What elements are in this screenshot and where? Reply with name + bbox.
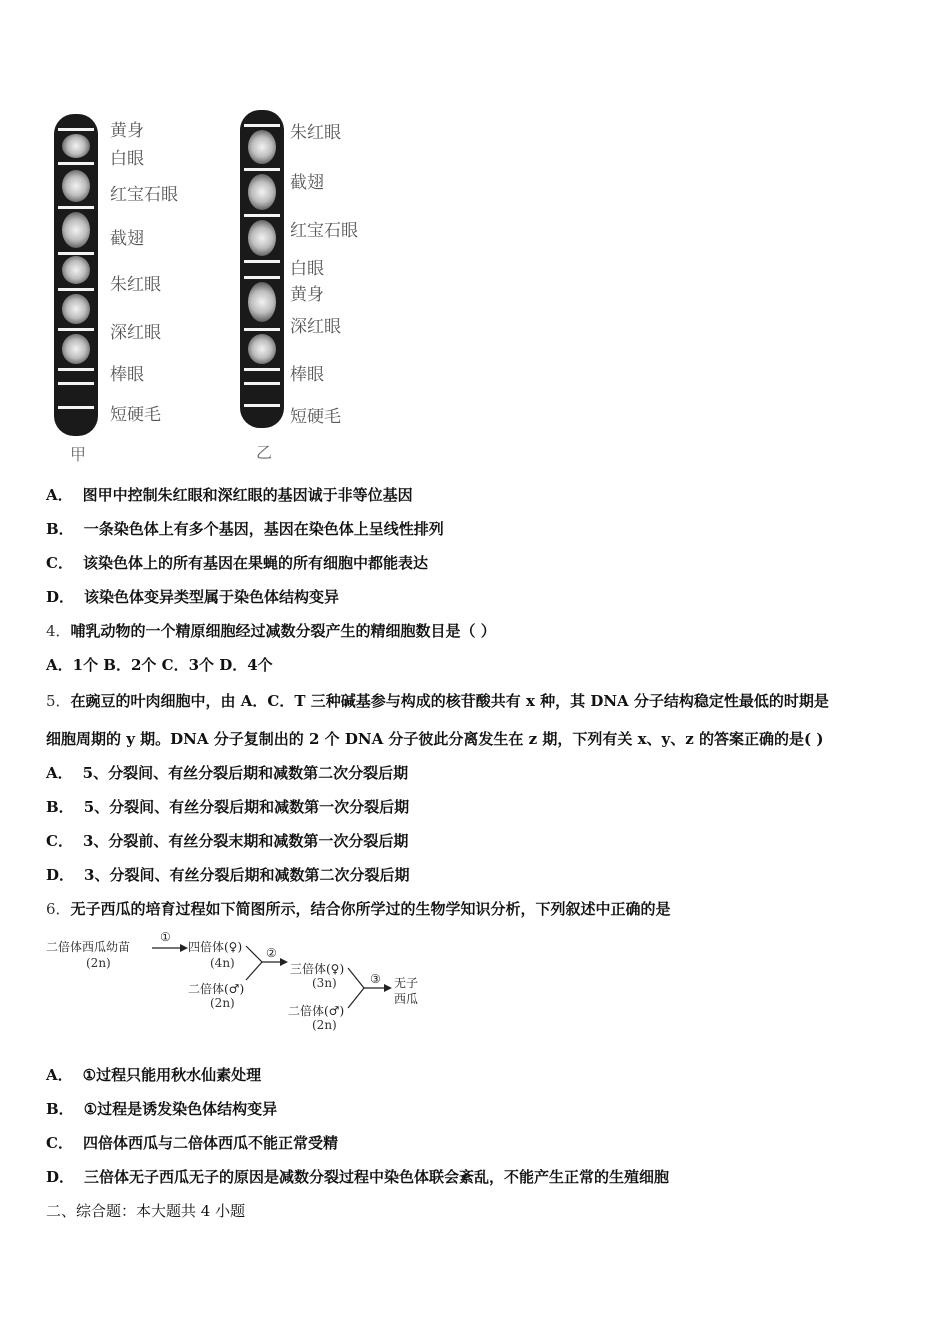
option-text: 该染色体上的所有基因在果蝇的所有细胞中都能表达 bbox=[82, 554, 428, 572]
option-text: 四倍体西瓜与二倍体西瓜不能正常受精 bbox=[82, 1134, 338, 1152]
question-stem: 哺乳动物的一个精原细胞经过减数分裂产生的精细胞数目是（ ） bbox=[70, 622, 496, 640]
option-text: 5、分裂间、有丝分裂后期和减数第一次分裂后期 bbox=[83, 798, 410, 816]
gene-label-jia-6: 深红眼 bbox=[110, 323, 161, 343]
q3-option-d[interactable] bbox=[46, 586, 339, 607]
chromosome-yi bbox=[240, 110, 284, 428]
option-text: 该染色体变异类型属于染色体结构变异 bbox=[84, 588, 340, 606]
q6-option-b[interactable] bbox=[46, 1098, 277, 1119]
chromosome-jia bbox=[54, 114, 98, 436]
gene-label-yi-4: 白眼 bbox=[290, 259, 324, 279]
gene-label-jia-8: 短硬毛 bbox=[110, 405, 161, 425]
q4-stem bbox=[46, 620, 496, 641]
question-number: 5． bbox=[46, 692, 71, 710]
q4-options[interactable]: A．1个 B．2个 C．3个 D．4个 bbox=[46, 656, 273, 674]
step3-marker: ③ bbox=[370, 972, 381, 986]
option-label: C． bbox=[46, 1134, 73, 1152]
q5-stem-line1 bbox=[46, 690, 829, 711]
option-label: B． bbox=[46, 520, 74, 538]
q3-option-b[interactable] bbox=[46, 518, 444, 539]
caption-yi: 乙 bbox=[256, 443, 273, 462]
option-text: 一条染色体上有多个基因，基因在染色体上呈线性排列 bbox=[83, 520, 444, 538]
tetraploid-label: 四倍体(♀) bbox=[188, 940, 243, 954]
section-heading: 二、综合题：本大题共 4 小题 bbox=[46, 1202, 246, 1220]
gene-label-yi-2: 截翅 bbox=[290, 173, 324, 193]
triploid-ploidy: (3n) bbox=[312, 976, 337, 990]
diploid-male-ploidy-2: (2n) bbox=[312, 1018, 337, 1032]
option-label: A． bbox=[46, 486, 73, 504]
gene-label-jia-5: 朱红眼 bbox=[110, 275, 161, 295]
option-text: ①过程是诱发染色体结构变异 bbox=[83, 1100, 278, 1118]
seedling-ploidy: (2n) bbox=[86, 956, 111, 970]
option-label: A． bbox=[46, 764, 73, 782]
q6-option-c[interactable] bbox=[46, 1132, 338, 1153]
option-label: D． bbox=[46, 866, 75, 884]
gene-label-jia-7: 棒眼 bbox=[110, 365, 144, 385]
q3-option-a[interactable] bbox=[46, 484, 413, 505]
option-text: 3、分裂前、有丝分裂末期和减数第一次分裂后期 bbox=[82, 832, 409, 850]
tetraploid-ploidy: (4n) bbox=[210, 956, 235, 970]
question-stem: 在豌豆的叶肉细胞中，由 A．C．T 三种碱基参与构成的核苷酸共有 x 种，其 DNA 分子结构稳定性最低的时期是 bbox=[70, 692, 829, 710]
diploid-male-label-2: 二倍体(♂) bbox=[288, 1004, 345, 1018]
option-label: B． bbox=[46, 1100, 74, 1118]
option-text: 三倍体无子西瓜无子的原因是减数分裂过程中染色体联会紊乱，不能产生正常的生殖细胞 bbox=[84, 1168, 670, 1186]
triploid-label: 三倍体(♀) bbox=[290, 962, 345, 976]
q3-option-c[interactable] bbox=[46, 552, 428, 573]
option-label: D． bbox=[46, 588, 75, 606]
q5-option-b[interactable] bbox=[46, 796, 409, 817]
question-stem: 无子西瓜的培育过程如下简图所示，结合你所学过的生物学知识分析，下列叙述中正确的是 bbox=[70, 900, 671, 918]
question-number: 4． bbox=[46, 622, 71, 640]
breeding-diagram bbox=[44, 928, 444, 1038]
gene-label-yi-3: 红宝石眼 bbox=[290, 221, 358, 241]
gene-label-yi-7: 棒眼 bbox=[290, 365, 324, 385]
q6-option-d[interactable] bbox=[46, 1166, 669, 1187]
option-text: 图甲中控制朱红眼和深红眼的基因诚于非等位基因 bbox=[82, 486, 413, 504]
q5-option-a[interactable] bbox=[46, 762, 408, 783]
caption-jia: 甲 bbox=[70, 445, 87, 464]
diploid-male-ploidy-1: (2n) bbox=[210, 996, 235, 1010]
option-label: A． bbox=[46, 1066, 73, 1084]
option-text: 5、分裂间、有丝分裂后期和减数第二次分裂后期 bbox=[82, 764, 409, 782]
step1-marker: ① bbox=[160, 930, 171, 944]
gene-label-yi-1: 朱红眼 bbox=[290, 123, 341, 143]
step2-marker: ② bbox=[266, 946, 277, 960]
result-label-line1: 无子 bbox=[394, 976, 419, 990]
gene-label-yi-5: 黄身 bbox=[290, 285, 324, 305]
q5-stem-line2: 细胞周期的 y 期。DNA 分子复制出的 2 个 DNA 分子彼此分离发生在 z 期，下列有关 x、y、z 的答案正确的是( ) bbox=[46, 730, 824, 748]
q5-option-c[interactable] bbox=[46, 830, 408, 851]
diploid-male-label-1: 二倍体(♂) bbox=[188, 982, 245, 996]
gene-label-jia-1: 黄身 bbox=[110, 121, 144, 141]
option-label: C． bbox=[46, 832, 73, 850]
gene-label-jia-3: 红宝石眼 bbox=[110, 185, 178, 205]
gene-label-jia-4: 截翅 bbox=[110, 229, 144, 249]
question-number: 6． bbox=[46, 900, 71, 918]
q5-option-d[interactable] bbox=[46, 864, 409, 885]
option-label: B． bbox=[46, 798, 74, 816]
gene-label-yi-6: 深红眼 bbox=[290, 317, 341, 337]
option-label: D． bbox=[46, 1168, 75, 1186]
gene-label-jia-2: 白眼 bbox=[110, 149, 144, 169]
q6-option-a[interactable] bbox=[46, 1064, 261, 1085]
option-label: C． bbox=[46, 554, 73, 572]
seedling-label: 二倍体西瓜幼苗 bbox=[46, 940, 131, 954]
option-text: ①过程只能用秋水仙素处理 bbox=[82, 1066, 262, 1084]
gene-label-yi-8: 短硬毛 bbox=[290, 407, 341, 427]
q6-stem bbox=[46, 898, 671, 919]
option-text: 3、分裂间、有丝分裂后期和减数第二次分裂后期 bbox=[84, 866, 410, 884]
result-label-line2: 西瓜 bbox=[394, 992, 419, 1006]
